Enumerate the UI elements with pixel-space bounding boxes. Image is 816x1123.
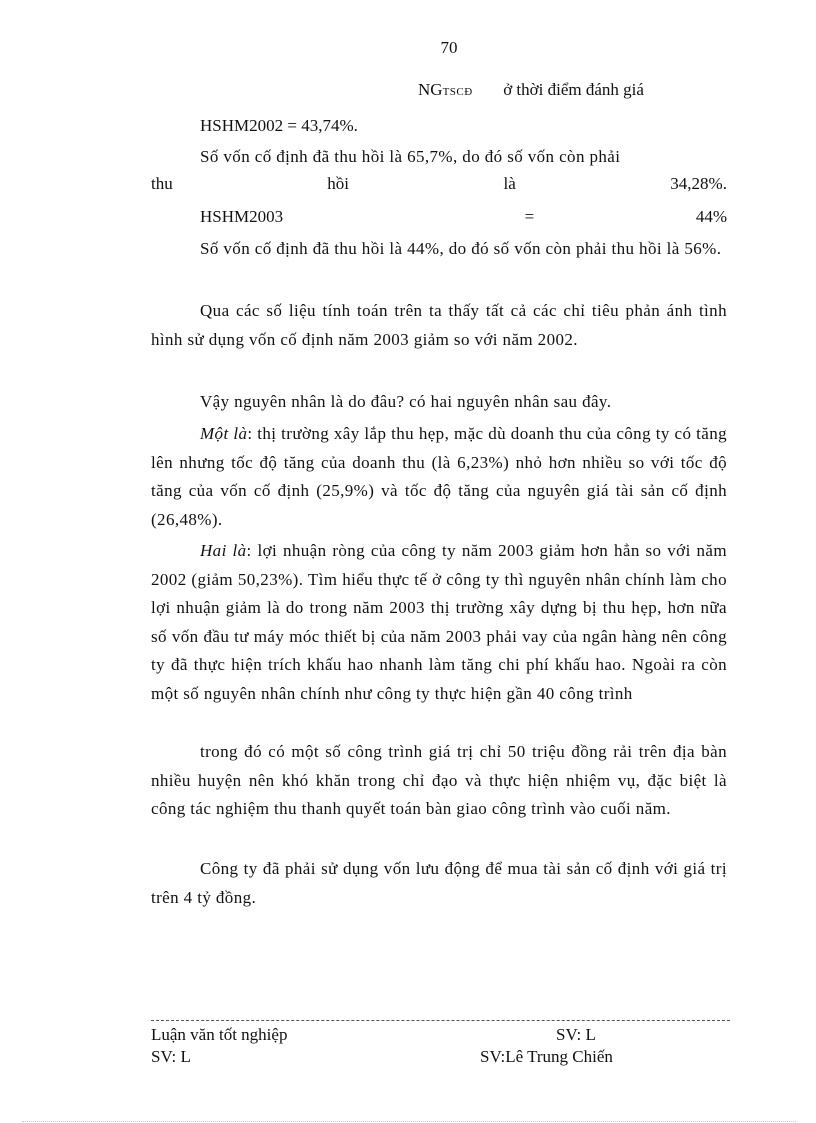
ng-line [418,80,644,100]
reason-two-lead: Hai là [200,541,247,560]
page-number: 70 [440,38,458,57]
paragraph-spread-line [151,174,727,194]
word: 34,28%. [670,174,727,193]
ng-subscript: TSCĐ [442,86,473,98]
ng-suffix: ở thời điểm đánh giá [503,80,644,99]
footer-thesis-label: Luận văn tốt nghiệp [151,1025,288,1044]
footer-student-name: SV:Lê Trung Chiến [480,1047,613,1066]
hshm2003-line [200,207,727,227]
hshm2003-value: 44% [695,207,727,226]
hshm2003-label: HSHM2003 [200,207,284,226]
paragraph-working-capital: Công ty đã phải sử dụng vốn lưu động để mua tài sản cố định với giá trị trên 4 tỷ đồng. [151,859,727,907]
paragraph-indicators: Qua các số liệu tính toán trên ta thấy tất cả các chỉ tiêu phản ánh tình hình sử dụng vốn cố định năm 2003 giảm so với năm 2002. [151,301,727,349]
page-bottom-divider [22,1121,796,1122]
footer-student-short-top: SV: L [556,1025,596,1044]
word: là [503,174,516,193]
paragraph-question: Vậy nguyên nhân là do đâu? có hai nguyên nhân sau đây. [200,392,612,411]
ng-prefix: NG [418,80,443,99]
reason-one-lead: Một là [200,424,248,443]
paragraph-line: Số vốn cố định đã thu hồi là 65,7%, do đó số vốn còn phải [200,147,621,166]
paragraph-reason-one: Một là: thị trường xây lắp thu hẹp, mặc dù doanh thu của công ty có tăng lên nhưng tốc độ tăng của doanh thu (là 6,23%) nhỏ hơn nhiều so với tốc độ tăng của vốn cố định (25,9%) và tốc độ tăng của nguyên giá tài sản cố định (26,48%). [151,424,727,529]
word: hồi [327,174,349,193]
paragraph-continuation: trong đó có một số công trình giá trị chỉ 50 triệu đồng rải trên địa bàn nhiều huyện nên khó khăn trong chỉ đạo và thực hiện nhiệm vụ, đặc biệt là công tác nghiệm thu thanh quyết toán bàn giao công trình vào cuối năm. [151,742,727,819]
word: thu [151,174,173,193]
paragraph-reason-two: Hai là: lợi nhuận ròng của công ty năm 2003 giảm hơn hẳn so với năm 2002 (giảm 50,23%). Tìm hiểu thực tế ở công ty thì nguyên nhân chính làm cho lợi nhuận giảm là do trong năm 2003 thị trường xây dựng bị thu hẹp, hơn nữa số vốn đầu tư máy móc thiết bị của năm 2003 phải vay của ngân hàng nên công ty đã thực hiện trích khấu hao nhanh làm tăng chi phí khấu hao. Ngoài ra còn một số nguyên nhân chính như công ty thực hiện gần 40 công trình [151,541,727,703]
paragraph-capital-recovered-2002 [151,143,727,203]
equals-sign: = [524,207,535,226]
hshm2002-line: HSHM2002 = 43,74%. [200,116,358,135]
footer-divider [151,1020,730,1021]
paragraph-capital-recovered-2003: Số vốn cố định đã thu hồi là 44%, do đó số vốn còn phải thu hồi là 56%. [200,239,722,258]
footer-student-short-bottom: SV: L [151,1047,191,1066]
